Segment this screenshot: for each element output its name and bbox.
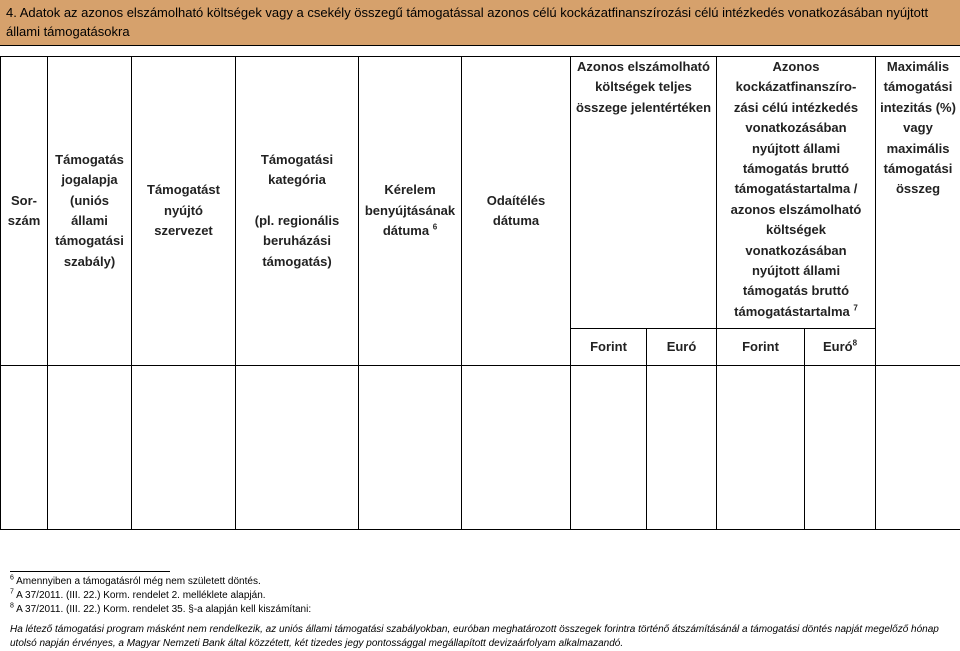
section-title: 4. Adatok az azonos elszámolható költségek vagy a csekély összegű támogatással azonos célú kockázatfinanszírozási célú intézkedés vonatkozásában nyújtott állami támogatásokra [0,0,960,46]
header-line: támogatási [878,159,958,179]
header-line: Azonos elszámolható [573,57,714,77]
col-header-sorszam [1,57,48,366]
header-line: benyújtásának [361,201,459,221]
header-line: maximális [878,139,958,159]
header-line: azonos elszámolható [719,200,873,220]
data-cell-jogalap[interactable] [48,366,132,530]
header-line: támogatás bruttó [719,281,873,301]
col-header-maximalis [876,57,960,366]
header-line: támogatási [878,77,958,97]
data-cell-sorszam[interactable] [1,366,48,530]
data-cell-euro-1[interactable] [647,366,717,530]
header-line: szám [3,211,45,231]
header-line: intezitás (%) [878,98,958,118]
header-line: támogatástartalma $^7$ [719,302,873,322]
data-cell-szervezet[interactable] [132,366,236,530]
unit-euro-2: Euró$^8$ [805,329,876,366]
header-line: költségek [719,220,873,240]
support-data-table [0,56,960,530]
header-line: összeg [878,179,958,199]
header-line: Odaítélés [464,191,568,211]
header-line: dátuma [464,211,568,231]
header-line: Sor- [3,191,45,211]
col-header-kategoria [236,57,359,366]
header-line: kockázatfinanszíro- [719,77,873,97]
exchange-rate-note: Ha létező támogatási program másként nem rendelkezik, az uniós állami támogatási szabályokban, euróban meghatározott összegek forintra történő átszámításánál a támogatási döntés napját megelőző hónap utolsó napján érvényes, a Magyar Nemzeti Bank által közzétett, két tizedes jegy pontossággal megállapított devizaárfolyam alkalmazandó. [10,623,950,651]
header-line: támogatástartalma / [719,179,873,199]
header-line: dátuma $^6$ [361,221,459,241]
footnote-8: $^8$ A 37/2011. (III. 22.) Korm. rendelet 35. §-a alapján kell kiszámítani: [10,604,311,616]
header-line [238,191,356,211]
header-line: kategória [238,170,356,190]
col-header-kerelem [359,57,462,366]
footnote-separator [10,571,170,572]
header-line: állami [50,211,129,231]
footnote-7: $^7$ A 37/2011. (III. 22.) Korm. rendelet 2. melléklete alapján. [10,590,266,602]
col-header-koltseg [571,57,717,329]
header-line: (pl. regionális [238,211,356,231]
header-line: zási célú intézkedés [719,98,873,118]
data-cell-kategoria[interactable] [236,366,359,530]
header-line: Azonos [719,57,873,77]
unit-forint-2: Forint [717,329,805,366]
header-line: összege jelentértéken [573,98,714,118]
header-line: támogatás) [238,252,356,272]
header-line: nyújtott állami [719,261,873,281]
header-line: szabály) [50,252,129,272]
col-header-kockazat [717,57,876,329]
footnote-6: $^6$ Amennyiben a támogatásról még nem született döntés. [10,576,261,588]
unit-forint-1: Forint [571,329,647,366]
header-line: nyújtó [134,201,233,221]
header-line: támogatási [50,231,129,251]
header-line: beruházási [238,231,356,251]
header-line: Támogatási [238,150,356,170]
data-cell-kerelem[interactable] [359,366,462,530]
data-cell-odaiteles[interactable] [462,366,571,530]
data-cell-maximalis[interactable] [876,366,960,530]
header-line: Támogatás [50,150,129,170]
header-line: vonatkozásában [719,241,873,261]
header-line: Támogatást [134,180,233,200]
header-line: Kérelem [361,180,459,200]
data-cell-forint-2[interactable] [717,366,805,530]
unit-euro-1: Euró [647,329,717,366]
header-line: költségek teljes [573,77,714,97]
header-line: vagy [878,118,958,138]
header-line: nyújtott állami [719,139,873,159]
data-cell-euro-2[interactable] [805,366,876,530]
col-header-odaiteles [462,57,571,366]
header-line: (uniós [50,191,129,211]
data-cell-forint-1[interactable] [571,366,647,530]
header-line: szervezet [134,221,233,241]
header-line: Maximális [878,57,958,77]
col-header-szervezet [132,57,236,366]
header-line: jogalapja [50,170,129,190]
header-line: vonatkozásában [719,118,873,138]
col-header-jogalap [48,57,132,366]
header-line: támogatás bruttó [719,159,873,179]
